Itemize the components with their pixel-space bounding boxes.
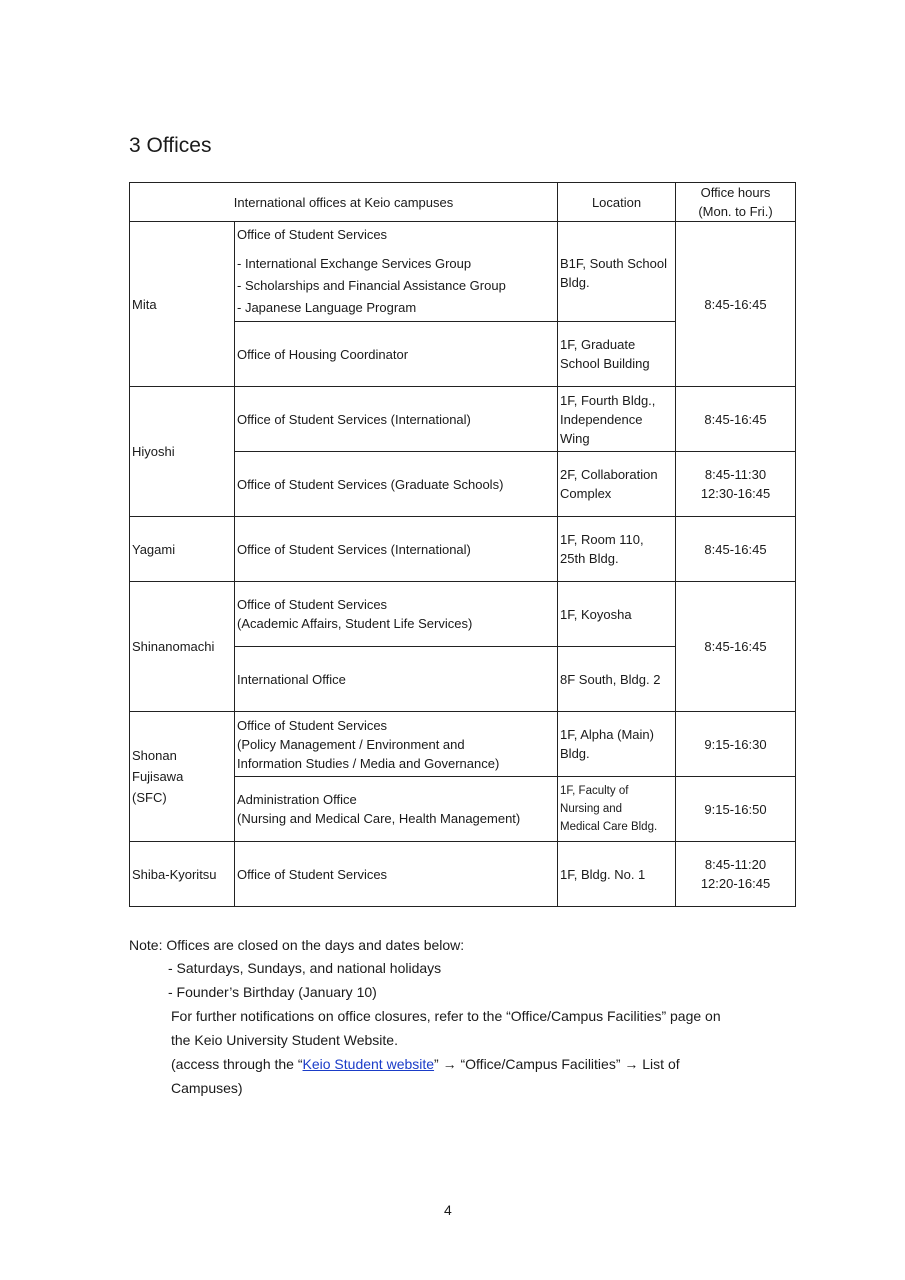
- office-line: (Nursing and Medical Care, Health Management): [237, 811, 521, 826]
- access-prefix: (access through the “: [171, 1056, 303, 1072]
- mita-office2: Office of Housing Coordinator: [235, 322, 558, 387]
- further-info: [171, 1004, 771, 1100]
- hours-line: 12:20-16:45: [700, 876, 771, 891]
- sfc-location2: [558, 777, 676, 842]
- yagami-hours: 8:45-16:45: [676, 517, 796, 582]
- campus-line: Shonan: [132, 748, 177, 763]
- table-row: [130, 222, 796, 322]
- campus-line: (SFC): [132, 790, 167, 805]
- office-item: - Japanese Language Program: [237, 299, 417, 315]
- header-offices: International offices at Keio campuses: [130, 183, 558, 222]
- table-row: [130, 517, 796, 582]
- header-office-hours: [676, 183, 796, 222]
- location-line: 1F, Fourth Bldg.,: [560, 392, 656, 408]
- office-line: Information Studies / Media and Governance): [237, 755, 500, 771]
- table-row: [130, 842, 796, 907]
- location-line: Medical Care Bldg.: [560, 821, 658, 833]
- location-line: 1F, Graduate: [560, 337, 636, 352]
- location-line: 1F, Alpha (Main): [560, 727, 654, 742]
- mita-location1: [558, 222, 676, 322]
- location-line: Complex: [560, 486, 612, 501]
- table-header-row: [130, 183, 796, 222]
- location-line: 2F, Collaboration: [560, 467, 658, 482]
- office-title: Office of Student Services: [237, 226, 388, 242]
- campus-shinanomachi: Shinanomachi: [130, 582, 235, 712]
- access-line2: Campuses): [171, 1080, 243, 1096]
- hiyoshi-office1: Office of Student Services (International): [235, 387, 558, 452]
- access-line: [171, 1052, 771, 1076]
- keio-student-website-link[interactable]: Keio Student website: [302, 1056, 435, 1072]
- yagami-office: Office of Student Services (International): [235, 517, 558, 582]
- header-hours-line2: (Mon. to Fri.): [698, 204, 773, 219]
- hours-line: 8:45-11:20: [704, 857, 767, 872]
- shinanomachi-location1: 1F, Koyosha: [558, 582, 676, 647]
- office-line: (Academic Affairs, Student Life Services): [237, 616, 473, 631]
- campus-line: Fujisawa: [132, 769, 184, 784]
- campus-yagami: Yagami: [130, 517, 235, 582]
- sfc-location1: [558, 712, 676, 777]
- yagami-location: [558, 517, 676, 582]
- shinanomachi-hours: 8:45-16:45: [676, 582, 796, 712]
- hiyoshi-location1: [558, 387, 676, 452]
- further-line: the Keio University Student Website.: [171, 1032, 398, 1048]
- shinanomachi-location2: 8F South, Bldg. 2: [558, 647, 676, 712]
- location-line: Independence: [560, 411, 643, 427]
- hours-line: 12:30-16:45: [700, 486, 771, 501]
- list-item: - Founder’s Birthday (January 10): [168, 984, 377, 1000]
- office-line: Office of Student Services: [237, 597, 388, 612]
- mita-office1: [235, 222, 558, 322]
- location-line: School Building: [560, 356, 650, 371]
- closure-list: [168, 956, 441, 1004]
- hiyoshi-hours1: 8:45-16:45: [676, 387, 796, 452]
- office-item: - Scholarships and Financial Assistance Group: [237, 277, 506, 293]
- further-line: For further notifications on office closures, refer to the “Office/Campus Facilities” page on: [171, 1008, 721, 1024]
- campus-sfc: [130, 712, 235, 842]
- office-line: (Policy Management / Environment and: [237, 736, 465, 752]
- page-number: 4: [444, 1202, 452, 1218]
- shinanomachi-office1: [235, 582, 558, 647]
- table-row: [130, 712, 796, 777]
- location-line: 1F, Faculty of: [560, 785, 629, 797]
- hiyoshi-hours2: [676, 452, 796, 517]
- location-line: Wing: [560, 430, 590, 446]
- access-suffix: ” → “Office/Campus Facilities” → List of: [434, 1056, 680, 1072]
- sfc-hours2: 9:15-16:50: [676, 777, 796, 842]
- section-heading: 3 Offices: [129, 134, 212, 157]
- location-line: B1F, South School: [560, 256, 667, 271]
- hiyoshi-office2: Office of Student Services (Graduate Schools): [235, 452, 558, 517]
- list-item: - Saturdays, Sundays, and national holidays: [168, 960, 442, 976]
- location-line: 25th Bldg.: [560, 551, 619, 566]
- header-location: Location: [558, 183, 676, 222]
- offices-table: [129, 182, 796, 907]
- hours-line: 8:45-11:30: [704, 467, 767, 482]
- header-hours-line1: Office hours: [700, 185, 771, 200]
- hiyoshi-location2: [558, 452, 676, 517]
- closure-note-intro: Note: Offices are closed on the days and dates below:: [129, 937, 465, 953]
- mita-hours: 8:45-16:45: [676, 222, 796, 387]
- office-item: - International Exchange Services Group: [237, 255, 472, 271]
- location-line: 1F, Room 110,: [560, 532, 644, 547]
- office-line: Office of Student Services: [237, 717, 388, 733]
- table-row: [130, 387, 796, 452]
- sfc-office1: [235, 712, 558, 777]
- shinanomachi-office2: International Office: [235, 647, 558, 712]
- office-line: Administration Office: [237, 792, 357, 807]
- shiba-office: Office of Student Services: [235, 842, 558, 907]
- campus-shiba-kyoritsu: Shiba-Kyoritsu: [130, 842, 235, 907]
- table-row: [130, 582, 796, 647]
- shiba-location: 1F, Bldg. No. 1: [558, 842, 676, 907]
- location-line: Nursing and: [560, 803, 623, 815]
- campus-hiyoshi: Hiyoshi: [130, 387, 235, 517]
- mita-location2: [558, 322, 676, 387]
- shiba-hours: [676, 842, 796, 907]
- sfc-hours1: 9:15-16:30: [676, 712, 796, 777]
- campus-mita: Mita: [130, 222, 235, 387]
- location-line: Bldg.: [560, 275, 590, 290]
- sfc-office2: [235, 777, 558, 842]
- location-line: Bldg.: [560, 746, 590, 761]
